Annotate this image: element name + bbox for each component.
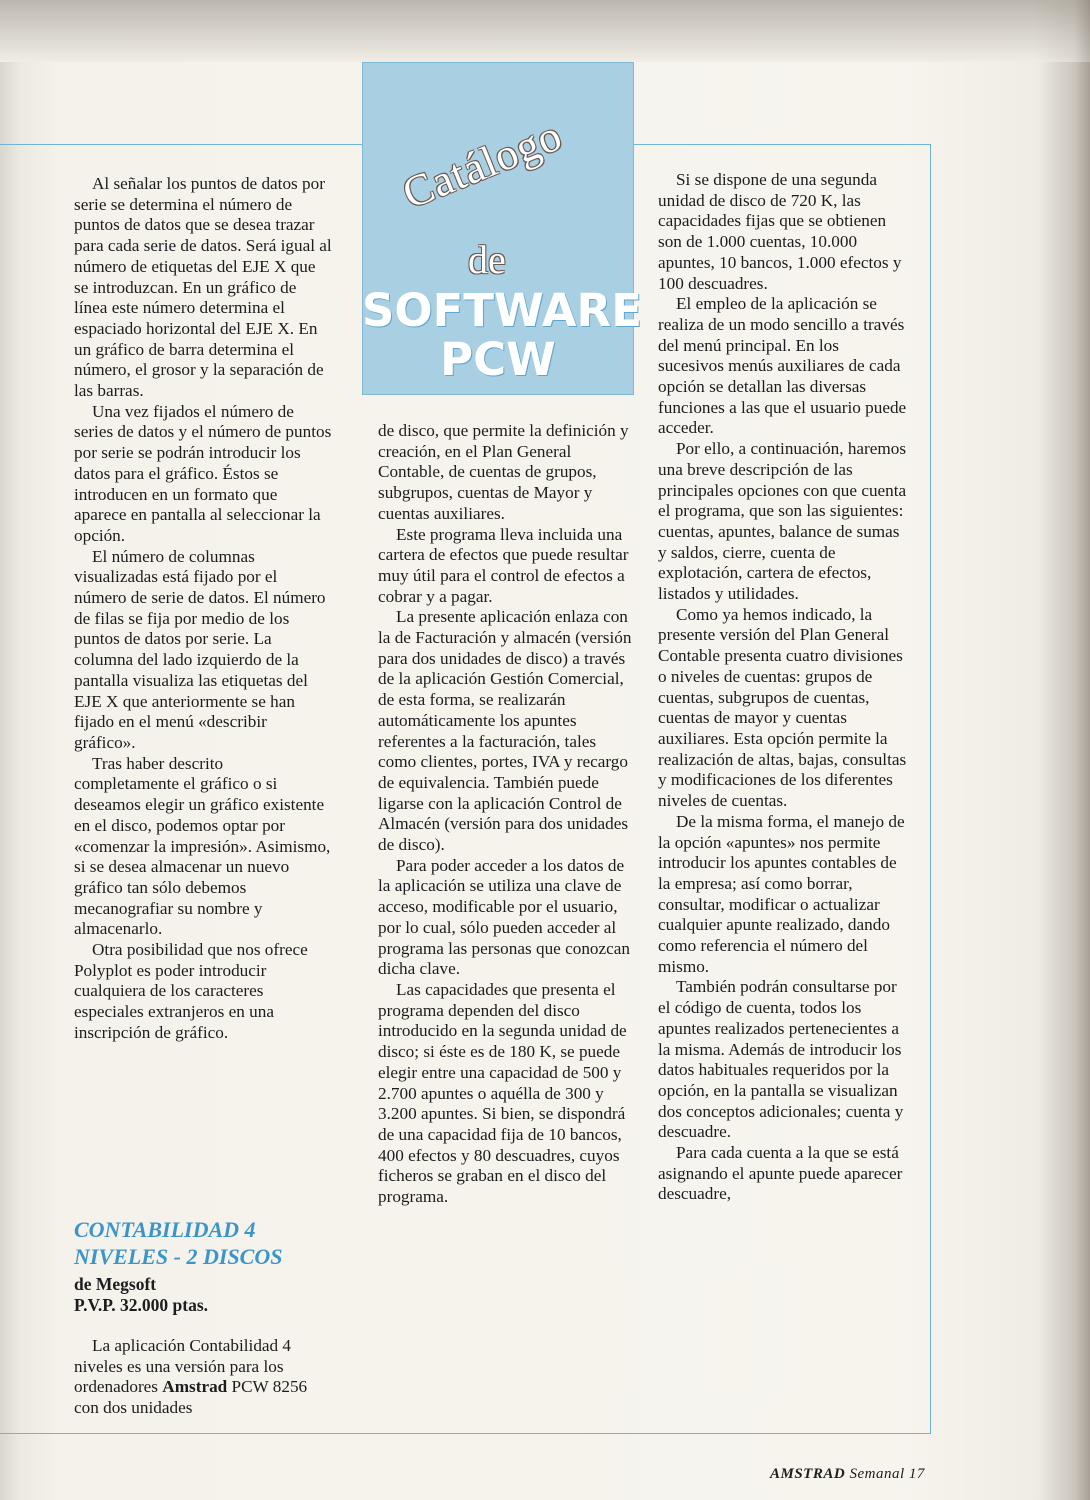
paragraph: De la misma forma, el manejo de la opción «apuntes» nos permite introducir los apuntes contables de la empresa; así como borrar, consultar, modificar o actualizar cualquier apunte realizado, dando como referencia el número del mismo. xyxy=(658,811,905,976)
paragraph: Por ello, a continuación, haremos una breve descripción de las principales opciones con que cuenta el programa, que son las siguientes: cuentas, apuntes, balance de sumas y saldos, cierre, cuenta de explotación, cartera de efectos, listados y utilidades. xyxy=(658,439,907,604)
column-1-intro xyxy=(74,1336,332,1419)
paragraph: Si se dispone de una segunda unidad de disco de 720 K, las capacidades fijas que se obtienen son de 1.000 cuentas, 10.000 apuntes, 10 bancos, 1.000 efectos y 100 descuadres. xyxy=(658,170,902,293)
page-right-edge xyxy=(1035,0,1090,1500)
paragraph: Como ya hemos indicado, la presente versión del Plan General Contable presenta cuatro divisiones o niveles de cuentas: grupos de cuentas, subgrupos de cuentas, cuentas de mayor y cuentas auxiliares. Esta opción permite la realización de altas, bajas, consultas y modificaciones de los diferentes niveles de cuentas. xyxy=(658,604,907,811)
page-footer xyxy=(770,1466,940,1483)
paragraph: Este programa lleva incluida una cartera de efectos que puede resultar muy útil para el control de efectos a cobrar y a pagar. xyxy=(378,524,629,606)
paragraph: Las capacidades que presenta el programa dependen del disco introducido en la segunda unidad de disco; si éste es de 180 K, se puede elegir entre una capacidad de 500 y 2.700 apuntes o aquélla de 300 y 3.200 apuntes. Si bien, se dispondrá de una capacidad fija de 10 bancos, 400 efectos y 80 descuadres, cuyos ficheros se graban en el disco del programa. xyxy=(378,979,627,1207)
intro-brand: Amstrad xyxy=(162,1377,228,1397)
column-2 xyxy=(378,421,634,1208)
section-subtitle xyxy=(74,1274,344,1316)
paragraph: Para poder acceder a los datos de la aplicación se utiliza una clave de acceso, modificable por el usuario, por lo cual, sólo pueden acceder al programa las personas que conozcan dicha clave. xyxy=(378,855,630,979)
frame-line-bottom xyxy=(0,1433,931,1434)
paragraph: También podrán consultarse por el código de cuenta, todos los apuntes realizados pertenecientes a la misma. Además de introducir los datos habituales requeridos por la opción, en la pantalla se visualizan dos conceptos adicionales; cuenta y descuadre. xyxy=(658,977,904,1142)
column-1 xyxy=(74,174,332,1044)
paragraph: Al señalar los puntos de datos por serie se determina el número de puntos de datos que se desea trazar para cada serie de datos. Será igual al número de etiquetas del EJE X que se introduzcan. En un gráfico de línea este número determina el espaciado horizontal del EJE X. En un gráfico de barra determina el número, el grosor y la separación de las barras. xyxy=(74,174,332,401)
title-catalogo: Catálogo xyxy=(395,110,569,219)
frame-line-right xyxy=(930,144,931,1434)
section-title xyxy=(74,1216,344,1270)
frame-line-top-left xyxy=(0,144,362,145)
footer-issue: Semanal xyxy=(849,1466,905,1482)
intro-text-1: La aplicación Contabilidad 4 niveles es una versión para los ordenadores xyxy=(74,1336,292,1397)
intro-text-2: PCW 8256 con dos unidades xyxy=(74,1377,308,1418)
section-title-line1: CONTABILIDAD 4 xyxy=(74,1217,256,1242)
paragraph: Para cada cuenta a la que se está asignando el apunte puede aparecer descuadre, xyxy=(658,1143,903,1204)
title-de: de xyxy=(468,237,506,282)
paragraph: Una vez fijados el número de series de datos y el número de puntos por serie se podrán introducir los datos para el gráfico. Éstos se introducen en un formato que aparece en pantalla al seleccionar la opción. xyxy=(74,401,332,545)
footer-page-number: 17 xyxy=(908,1466,925,1482)
section-intro xyxy=(74,1336,332,1419)
title-pcw: PCW xyxy=(440,333,556,386)
paragraph: El empleo de la aplicación se realiza de un modo sencillo a través del menú principal. En los sucesivos menús auxiliares de cada opción se detallan las diversas funciones a las que el usuario puede acceder. xyxy=(658,294,907,438)
frame-line-top-right xyxy=(634,144,931,145)
paragraph: Otra posibilidad que nos ofrece Polyplot es poder introducir cualquiera de los caracteres especiales extranjeros en una inscripción de gráfico. xyxy=(74,940,308,1042)
section-price: P.V.P. 32.000 ptas. xyxy=(74,1295,209,1315)
paragraph: El número de columnas visualizadas está fijado por el número de serie de datos. El número de filas se fija por medio de los puntos de datos por serie. La columna del lado izquierdo de la pantalla visualiza las etiquetas del EJE X que anteriormente se han fijado en el menú «describir gráfico». xyxy=(74,546,326,752)
title-software: SOFTWARE xyxy=(362,284,642,337)
page-top-edge xyxy=(0,0,1090,62)
column-3 xyxy=(658,170,908,1205)
paragraph: La presente aplicación enlaza con la de Facturación y almacén (versión para dos unidades de disco) a través de la aplicación Gestión Comercial, de esta forma, se realizarán automáticamente los apuntes referentes a la facturación, tales como clientes, portes, IVA y recargo de equivalencia. También puede ligarse con la aplicación Control de Almacén (versión para dos unidades de disco). xyxy=(378,607,632,855)
paragraph: de disco, que permite la definición y creación, en el Plan General Contable, de cuentas de grupos, subgrupos, cuentas de Mayor y cuentas auxiliares. xyxy=(378,421,629,523)
footer-magazine: AMSTRAD xyxy=(770,1466,846,1482)
section-title-line2: NIVELES - 2 DISCOS xyxy=(74,1244,283,1269)
paragraph: Tras haber descrito completamente el gráfico o si deseamos elegir un gráfico existente en el disco, podemos optar por «comenzar la impresión». Asimismo, si se desea almacenar un nuevo gráfico tan sólo debemos mecanografiar su nombre y almacenarlo. xyxy=(74,753,331,939)
section-publisher: de Megsoft xyxy=(74,1274,157,1294)
